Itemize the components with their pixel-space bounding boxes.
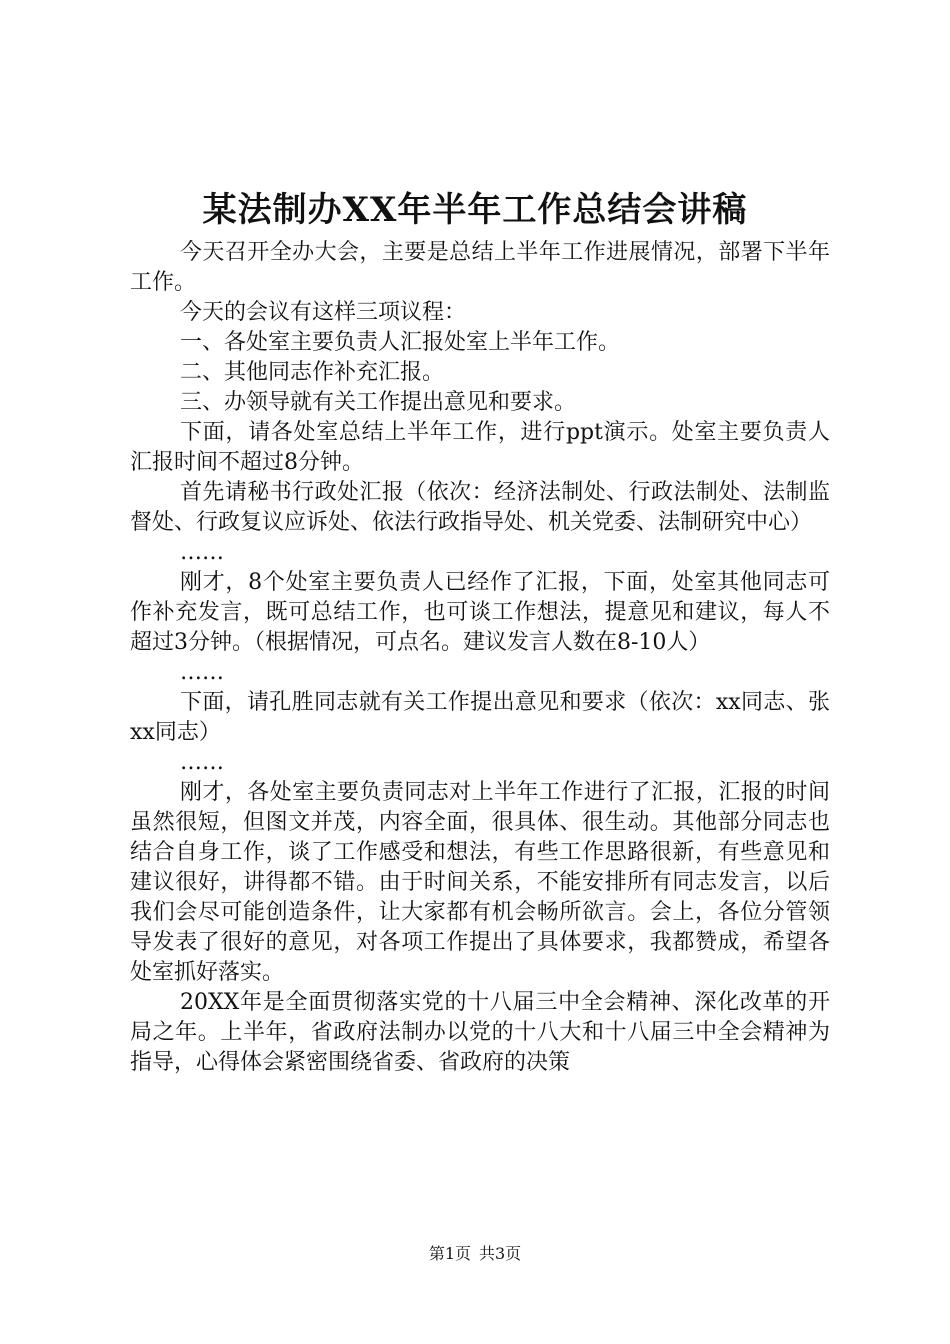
paragraph: 今天召开全办大会，主要是总结上半年工作进展情况，部署下半年工作。 [130,240,830,295]
ellipsis-line: …… [180,540,224,565]
paragraph: 一、各处室主要负责人汇报处室上半年工作。 [180,330,621,355]
paragraph: 首先请秘书行政处汇报（依次：经济法制处、行政法制处、法制监督处、行政复议应诉处、依法行政指导处、机关党委、法制研究中心） [130,480,830,535]
paragraph: 三、办领导就有关工作提出意见和要求。 [180,390,577,415]
paragraph: 下面，请各处室总结上半年工作，进行ppt演示。处室主要负责人汇报时间不超过8分钟。 [130,420,830,475]
page-footer [0,1242,950,1266]
ellipsis-line: …… [180,660,224,685]
page-number: 第1页 [428,1244,471,1263]
paragraph: 二、其他同志作补充汇报。 [180,360,445,385]
paragraph: 下面，请孔胜同志就有关工作提出意见和要求（依次：xx同志、张xx同志） [130,690,830,745]
document-title: 某法制办XX年半年工作总结会讲稿 [202,190,748,230]
paragraph: 20XX年是全面贯彻落实党的十八届三中全会精神、深化改革的开局之年。上半年，省政府法制办以党的十八大和十八届三中全会精神为指导，心得体会紧密围绕省委、省政府的决策 [130,990,830,1075]
paragraph: 刚才，各处室主要负责同志对上半年工作进行了汇报，汇报的时间虽然很短，但图文并茂，内容全面，很具体、很生动。其他部分同志也结合自身工作，谈了工作感受和想法，有些工作思路很新，有些意见和建议很好，讲得都不错。由于时间关系，不能安排所有同志发言，以后我们会尽可能创造条件，让大家都有机会畅所欲言。会上，各位分管领导发表了很好的意见，对各项工作提出了具体要求，我都赞成，希望各处室抓好落实。 [130,780,830,985]
ellipsis-line: …… [180,750,224,775]
document-body [130,238,830,1078]
paragraph: 今天的会议有这样三项议程： [180,300,467,325]
page-total: 共3页 [479,1244,522,1263]
paragraph: 刚才，8个处室主要负责人已经作了汇报，下面，处室其他同志可作补充发言，既可总结工作，也可谈工作想法，提意见和建议，每人不超过3分钟。（根据情况，可点名。建议发言人数在8-10人） [130,570,830,655]
